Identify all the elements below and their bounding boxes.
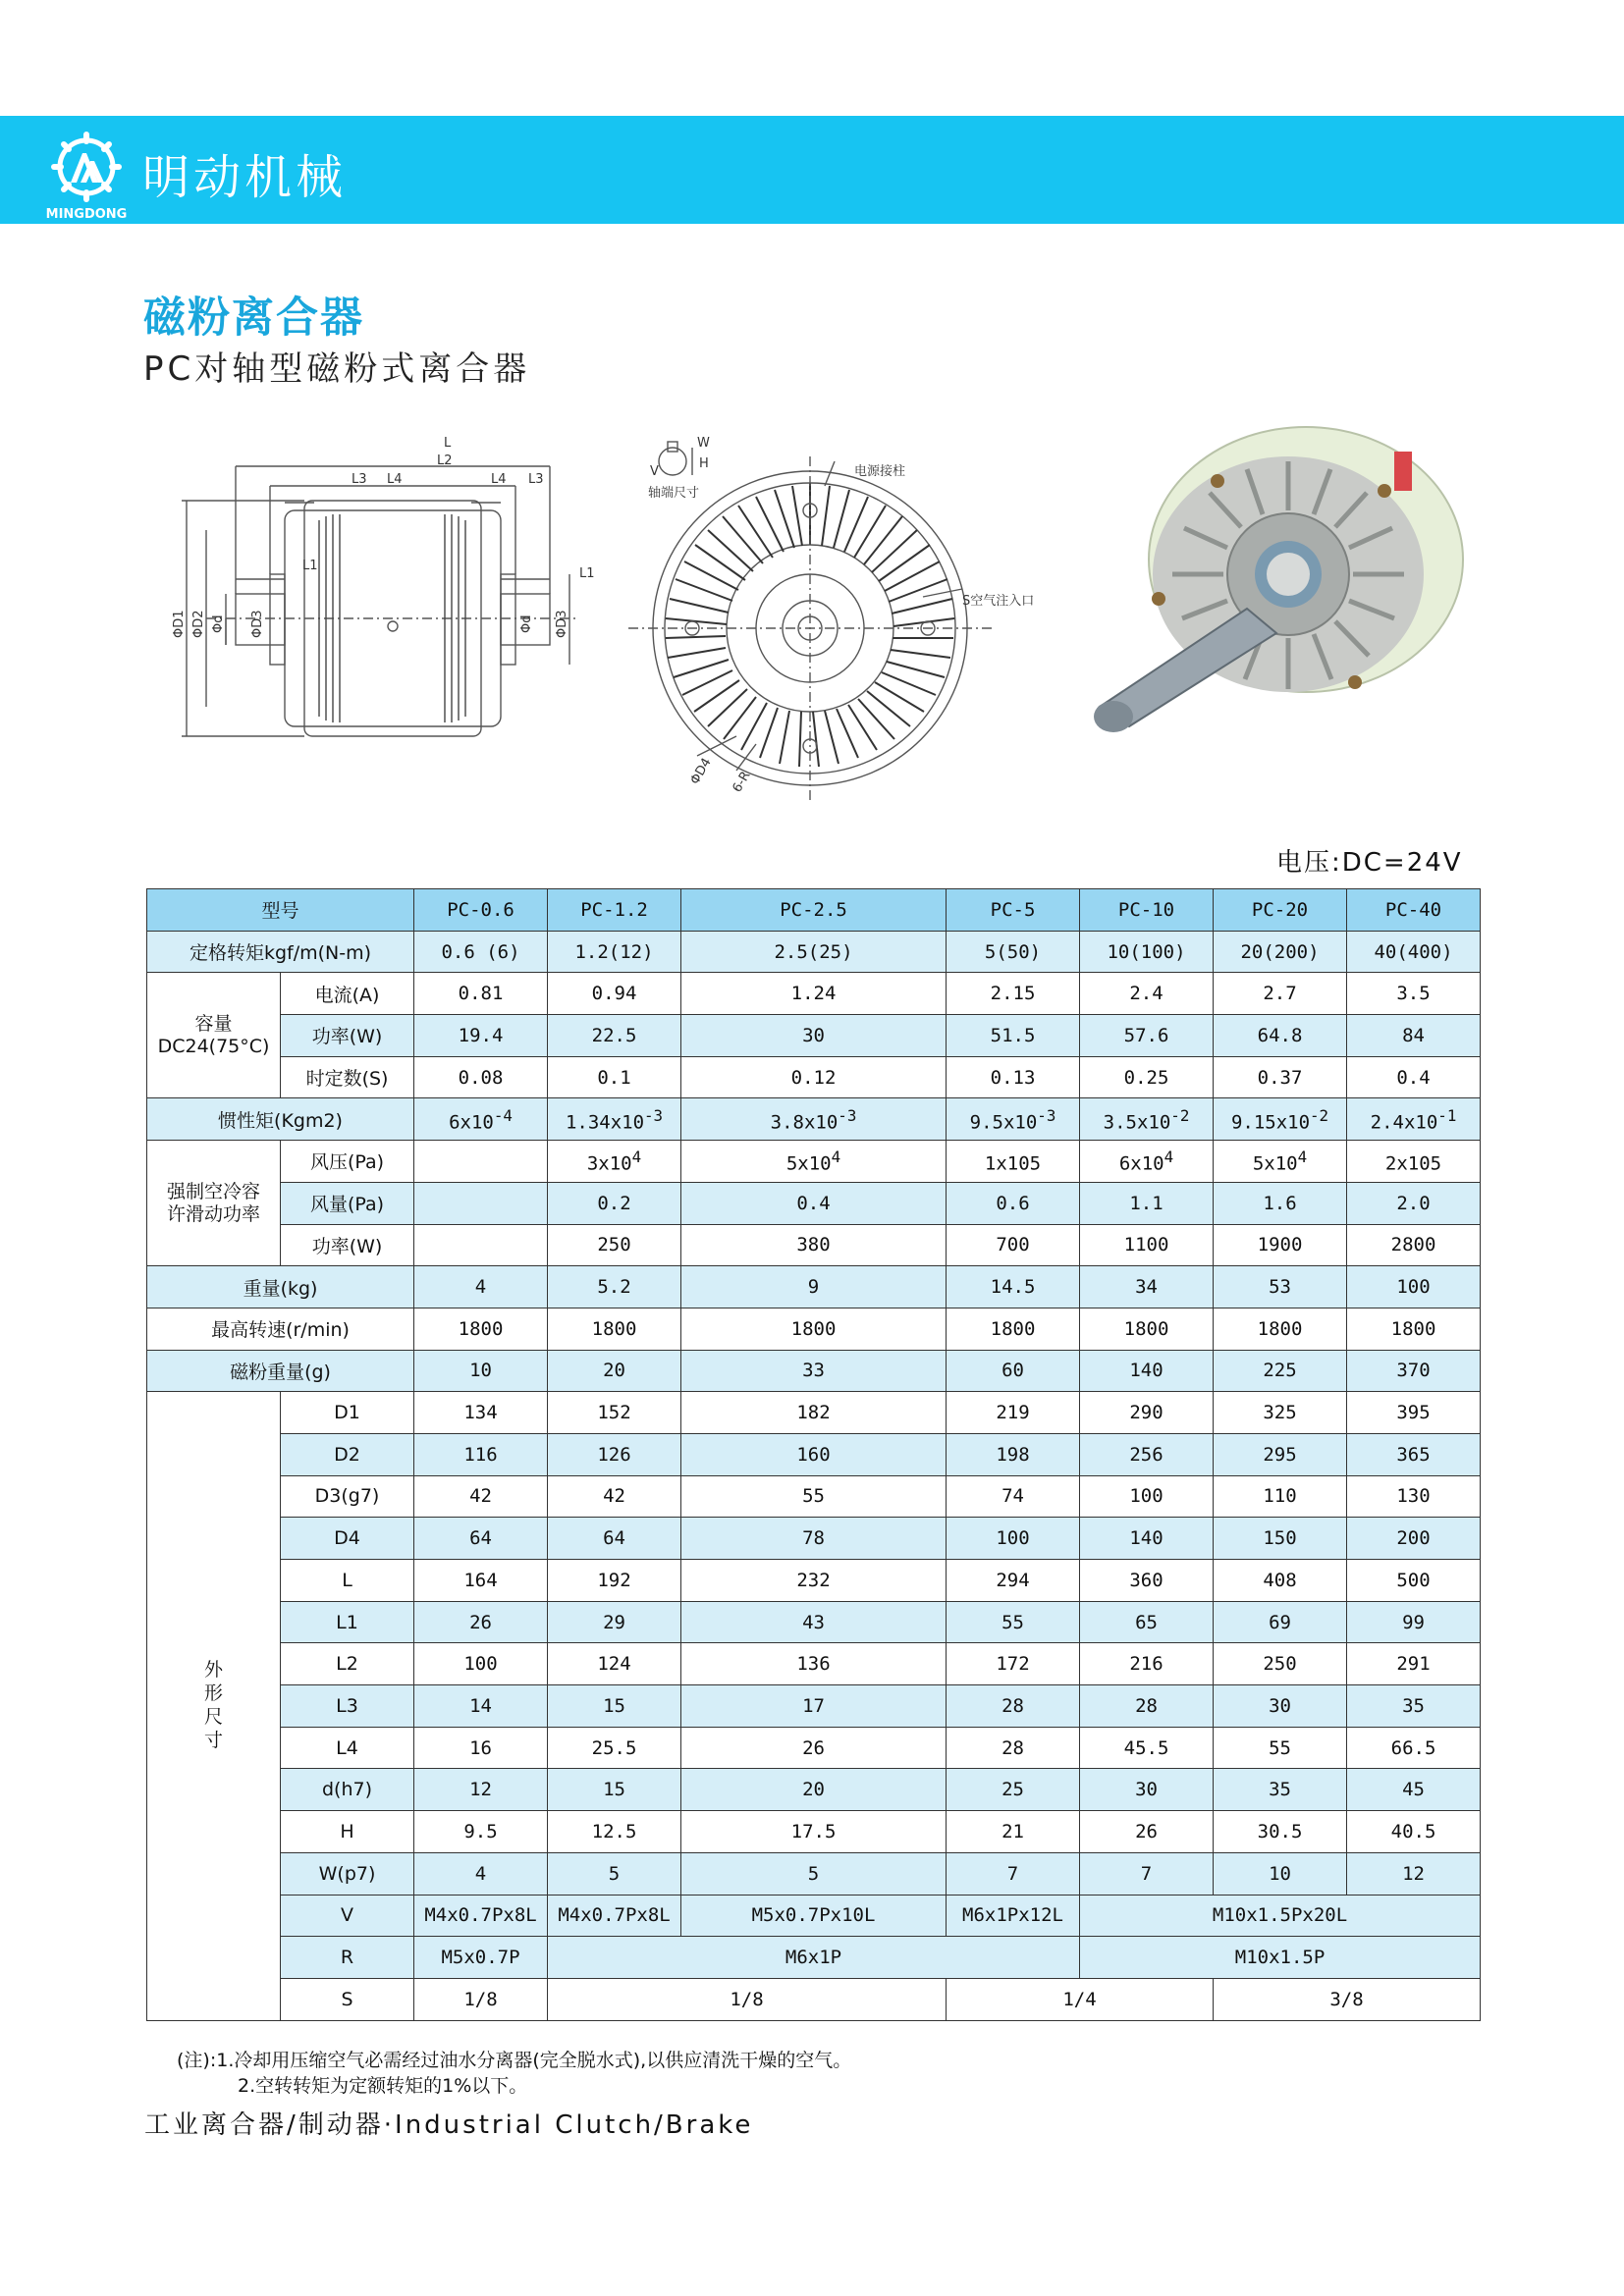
group-label: 强制空冷容 [166, 1180, 260, 1202]
table-cell: 15 [548, 1769, 681, 1811]
table-cell: 150 [1214, 1518, 1347, 1560]
table-cell: 136 [681, 1643, 947, 1685]
table-cell: 28 [1080, 1685, 1214, 1728]
table-cell: 64 [414, 1518, 548, 1560]
table-cell: 65 [1080, 1601, 1214, 1643]
table-row [147, 1224, 1481, 1266]
mingdong-logo [37, 132, 135, 222]
note-1: (注):1.冷却用压缩空气必需经过油水分离器(完全脱水式),以供应清洗干燥的空气。 [177, 2050, 852, 2071]
dim-D3-right: ΦD3 [555, 610, 569, 638]
table-cell: 10(100) [1080, 931, 1214, 973]
table-cell [414, 1141, 548, 1183]
table-cell: 1800 [681, 1308, 947, 1350]
table-cell: M10x1.5P [1080, 1937, 1481, 1979]
dim-D2: ΦD2 [191, 610, 206, 638]
table-cell: 1/8 [548, 1978, 947, 2020]
table-cell: 45.5 [1080, 1727, 1214, 1769]
table-cell: 19.4 [414, 1015, 548, 1057]
row-label: 功率(W) [281, 1224, 414, 1266]
table-cell: M5x0.7P [414, 1937, 548, 1979]
air-inlet-label: S空气注入口 [962, 594, 1035, 609]
model-cell: PC-2.5 [681, 889, 947, 932]
table-cell: M4x0.7Px8L [414, 1895, 548, 1937]
table-cell: 14.5 [947, 1266, 1080, 1308]
table-cell: 78 [681, 1518, 947, 1560]
table-row [147, 1811, 1481, 1853]
table-cell: $5x10^4$ [681, 1141, 947, 1183]
table-cell: 192 [548, 1560, 681, 1602]
table-row [147, 1727, 1481, 1769]
table-row [147, 1141, 1481, 1183]
row-label: D1 [281, 1392, 414, 1434]
table-cell: 500 [1347, 1560, 1481, 1602]
row-label: 风压(Pa) [281, 1141, 414, 1183]
table-cell: $6x10^{-4}$ [414, 1098, 548, 1141]
table-cell: 25.5 [548, 1727, 681, 1769]
table-cell: 140 [1080, 1350, 1214, 1392]
table-cell: 9.5 [414, 1811, 548, 1853]
group-label: 外形尺寸 [203, 1659, 223, 1751]
table-cell: 1100 [1080, 1224, 1214, 1266]
row-label: 磁粉重量(g) [147, 1350, 414, 1392]
dims-group [147, 1392, 281, 2020]
model-cell: PC-1.2 [548, 889, 681, 932]
table-cell: 294 [947, 1560, 1080, 1602]
row-label: W(p7) [281, 1852, 414, 1895]
table-cell: $6x10^4$ [1080, 1141, 1214, 1183]
table-cell: 1/4 [947, 1978, 1214, 2020]
table-cell: 130 [1347, 1475, 1481, 1518]
dim-L2: L2 [437, 454, 453, 468]
table-cell: 360 [1080, 1560, 1214, 1602]
dim-D1: ΦD1 [172, 610, 187, 638]
table-cell: 365 [1347, 1433, 1481, 1475]
table-cell: 64.8 [1214, 1015, 1347, 1057]
table-cell: 152 [548, 1392, 681, 1434]
table-cell: 17.5 [681, 1811, 947, 1853]
table-cell: 0.08 [414, 1056, 548, 1098]
table-cell: 3.5 [1347, 973, 1481, 1015]
table-cell: 1.2(12) [548, 931, 681, 973]
page-subtitle: PC对轴型磁粉式离合器 [143, 349, 531, 389]
dimensions-body [147, 1392, 1481, 2020]
table-cell: 1/8 [414, 1978, 548, 2020]
table-cell: 116 [414, 1433, 548, 1475]
table-cell: M6x1Px12L [947, 1895, 1080, 1937]
model-cell: PC-40 [1347, 889, 1481, 932]
table-cell: $2.4x10^{-1}$ [1347, 1098, 1481, 1141]
table-cell: 35 [1214, 1769, 1347, 1811]
table-cell: 12 [1347, 1852, 1481, 1895]
table-cell: 30 [681, 1015, 947, 1057]
table-cell: 28 [947, 1727, 1080, 1769]
table-cell: 198 [947, 1433, 1080, 1475]
table-row [147, 1266, 1481, 1308]
table-row [147, 1056, 1481, 1098]
table-cell: 4 [414, 1852, 548, 1895]
table-cell: 370 [1347, 1350, 1481, 1392]
table-cell: 1x105 [947, 1141, 1080, 1183]
table-cell: 26 [1080, 1811, 1214, 1853]
table-cell [414, 1224, 548, 1266]
voltage-label: 电压:DC=24V [1276, 848, 1463, 878]
table-cell: 20 [681, 1769, 947, 1811]
table-cell: 55 [1214, 1727, 1347, 1769]
dim-L1-left: L1 [302, 559, 318, 573]
table-cell: 3/8 [1214, 1978, 1481, 2020]
table-cell: 20 [548, 1350, 681, 1392]
row-label: D3(g7) [281, 1475, 414, 1518]
model-cell: PC-20 [1214, 889, 1347, 932]
table-cell: 2.5(25) [681, 931, 947, 973]
table-cell: 291 [1347, 1643, 1481, 1685]
row-label: 时定数(S) [281, 1056, 414, 1098]
table-cell: 182 [681, 1392, 947, 1434]
row-label: R [281, 1937, 414, 1979]
table-cell: 5.2 [548, 1266, 681, 1308]
table-cell: 60 [947, 1350, 1080, 1392]
table-cell: 100 [947, 1518, 1080, 1560]
dim-H: H [699, 456, 709, 471]
table-cell: 110 [1214, 1475, 1347, 1518]
table-cell: 1.1 [1080, 1182, 1214, 1224]
table-cell: 140 [1080, 1518, 1214, 1560]
row-label: S [281, 1978, 414, 2020]
footer-text: 工业离合器/制动器·Industrial Clutch/Brake [144, 2110, 754, 2140]
table-row [147, 1601, 1481, 1643]
spec-table [146, 888, 1481, 2021]
table-cell: 29 [548, 1601, 681, 1643]
header-banner [0, 116, 1624, 224]
row-label: L2 [281, 1643, 414, 1685]
table-cell: 30 [1080, 1769, 1214, 1811]
group-label: DC24(75°C) [157, 1035, 270, 1057]
row-label: L [281, 1560, 414, 1602]
technical-drawing [172, 432, 1051, 805]
table-cell: 43 [681, 1601, 947, 1643]
logo-text: MINGDONG [45, 207, 128, 222]
table-cell: 134 [414, 1392, 548, 1434]
table-cell: M4x0.7Px8L [548, 1895, 681, 1937]
table-row [147, 1643, 1481, 1685]
table-cell: 17 [681, 1685, 947, 1728]
table-cell: 74 [947, 1475, 1080, 1518]
table-cell: $5x10^4$ [1214, 1141, 1347, 1183]
table-cell: 0.6 [947, 1182, 1080, 1224]
table-row [147, 1098, 1481, 1141]
table-cell: 2800 [1347, 1224, 1481, 1266]
table-cell: 290 [1080, 1392, 1214, 1434]
table-cell: 2.4 [1080, 973, 1214, 1015]
table-cell: 124 [548, 1643, 681, 1685]
table-cell: 225 [1214, 1350, 1347, 1392]
cooling-group [147, 1141, 281, 1266]
table-cell: 26 [414, 1601, 548, 1643]
table-row [147, 1685, 1481, 1728]
table-cell: 30.5 [1214, 1811, 1347, 1853]
table-row [147, 1182, 1481, 1224]
table-cell: 66.5 [1347, 1727, 1481, 1769]
table-cell: 69 [1214, 1601, 1347, 1643]
table-cell: 295 [1214, 1433, 1347, 1475]
dim-V: V [650, 464, 659, 479]
table-cell: 1800 [1214, 1308, 1347, 1350]
table-cell: 164 [414, 1560, 548, 1602]
table-cell: 172 [947, 1643, 1080, 1685]
table-row [147, 1978, 1481, 2020]
table-cell: 15 [548, 1685, 681, 1728]
dim-L4-right: L4 [491, 472, 507, 487]
row-label: L1 [281, 1601, 414, 1643]
table-cell: 4 [414, 1266, 548, 1308]
table-cell: $9.15x10^{-2}$ [1214, 1098, 1347, 1141]
table-cell: 2.15 [947, 973, 1080, 1015]
table-cell: 2.0 [1347, 1182, 1481, 1224]
dim-L1-right: L1 [579, 566, 595, 581]
row-label: D4 [281, 1518, 414, 1560]
dim-D3-left: ΦD3 [250, 610, 265, 638]
table-cell: 42 [414, 1475, 548, 1518]
table-cell: 64 [548, 1518, 681, 1560]
table-row [147, 1852, 1481, 1895]
page-title: 磁粉离合器 [143, 294, 364, 343]
table-row [147, 1895, 1481, 1937]
table-cell: M10x1.5Px20L [1080, 1895, 1481, 1937]
table-cell: 100 [1347, 1266, 1481, 1308]
table-cell: 250 [1214, 1643, 1347, 1685]
dim-D4: ΦD4 [687, 755, 715, 787]
table-cell: 0.81 [414, 973, 548, 1015]
table-cell: $9.5x10^{-3}$ [947, 1098, 1080, 1141]
table-row [147, 973, 1481, 1015]
table-cell: 26 [681, 1727, 947, 1769]
table-cell: 42 [548, 1475, 681, 1518]
table-cell: 40.5 [1347, 1811, 1481, 1853]
table-row [147, 1560, 1481, 1602]
table-cell: 45 [1347, 1769, 1481, 1811]
table-cell: $1.34x10^{-3}$ [548, 1098, 681, 1141]
table-cell: 7 [1080, 1852, 1214, 1895]
table-cell: $3x10^4$ [548, 1141, 681, 1183]
table-cell: 12.5 [548, 1811, 681, 1853]
row-label: 电流(A) [281, 973, 414, 1015]
table-cell: 0.25 [1080, 1056, 1214, 1098]
table-row [147, 1769, 1481, 1811]
shaft-end-label: 轴端尺寸 [648, 486, 700, 501]
table-cell: 53 [1214, 1266, 1347, 1308]
model-cell: PC-10 [1080, 889, 1214, 932]
group-label: 容量 [194, 1013, 233, 1036]
table-cell: 0.4 [1347, 1056, 1481, 1098]
table-cell: 30 [1214, 1685, 1347, 1728]
table-cell: 380 [681, 1224, 947, 1266]
table-row [147, 931, 1481, 973]
table-cell: $3.5x10^{-2}$ [1080, 1098, 1214, 1141]
table-row [147, 1433, 1481, 1475]
table-cell: 216 [1080, 1643, 1214, 1685]
table-cell [414, 1182, 548, 1224]
table-cell: 700 [947, 1224, 1080, 1266]
table-cell: 55 [681, 1475, 947, 1518]
table-cell: 1900 [1214, 1224, 1347, 1266]
table-cell: 1.24 [681, 973, 947, 1015]
table-cell: 1800 [947, 1308, 1080, 1350]
table-cell: 250 [548, 1224, 681, 1266]
table-cell: 40(400) [1347, 931, 1481, 973]
table-cell: 256 [1080, 1433, 1214, 1475]
table-cell: 2x105 [1347, 1141, 1481, 1183]
model-cell: PC-0.6 [414, 889, 548, 932]
dim-R: 6-R [730, 769, 754, 795]
dim-W: W [697, 436, 710, 451]
row-label: 重量(kg) [147, 1266, 414, 1308]
table-cell: 0.6 (6) [414, 931, 548, 973]
table-cell: 5 [548, 1852, 681, 1895]
dim-d-right: Φd [519, 614, 534, 633]
table-cell: 160 [681, 1433, 947, 1475]
note-2: 2.空转转矩为定额转矩的1%以下。 [238, 2075, 528, 2097]
table-cell: 1800 [1080, 1308, 1214, 1350]
brand-name: 明动机械 [142, 150, 348, 205]
table-cell: 28 [947, 1685, 1080, 1728]
table-cell: 1.6 [1214, 1182, 1347, 1224]
row-label: 风量(Pa) [281, 1182, 414, 1224]
table-cell: 14 [414, 1685, 548, 1728]
row-label: 定格转矩kgf/m(N-m) [147, 931, 414, 973]
table-cell: 1800 [548, 1308, 681, 1350]
row-label: 惯性矩(Kgm2) [147, 1098, 414, 1141]
table-cell: 408 [1214, 1560, 1347, 1602]
table-cell: 99 [1347, 1601, 1481, 1643]
table-cell: 0.4 [681, 1182, 947, 1224]
row-label: L4 [281, 1727, 414, 1769]
row-label: d(h7) [281, 1769, 414, 1811]
table-row [147, 1518, 1481, 1560]
table-cell: 126 [548, 1433, 681, 1475]
table-row [147, 1937, 1481, 1979]
dim-d-left: Φd [211, 614, 226, 633]
dim-L4-left: L4 [387, 472, 403, 487]
table-row [147, 1392, 1481, 1434]
table-cell: 5(50) [947, 931, 1080, 973]
table-cell: 34 [1080, 1266, 1214, 1308]
table-cell: 51.5 [947, 1015, 1080, 1057]
dim-L3-left: L3 [352, 472, 367, 487]
table-cell: M6x1P [548, 1937, 1080, 1979]
table-cell: $3.8x10^{-3}$ [681, 1098, 947, 1141]
table-cell: 5 [681, 1852, 947, 1895]
table-cell: 219 [947, 1392, 1080, 1434]
table-cell: 1800 [1347, 1308, 1481, 1350]
table-cell: 20(200) [1214, 931, 1347, 973]
row-label: H [281, 1811, 414, 1853]
table-cell: 55 [947, 1601, 1080, 1643]
table-cell: 9 [681, 1266, 947, 1308]
table-cell: 0.13 [947, 1056, 1080, 1098]
table-cell: 16 [414, 1727, 548, 1769]
table-row [147, 1350, 1481, 1392]
row-label: D2 [281, 1433, 414, 1475]
table-cell: 395 [1347, 1392, 1481, 1434]
table-row [147, 1475, 1481, 1518]
table-cell: M5x0.7Px10L [681, 1895, 947, 1937]
product-photo [1060, 412, 1473, 736]
dim-L3-right: L3 [528, 472, 544, 487]
table-cell: 21 [947, 1811, 1080, 1853]
table-row [147, 889, 1481, 932]
table-cell: 57.6 [1080, 1015, 1214, 1057]
table-cell: 0.12 [681, 1056, 947, 1098]
capacity-group [147, 973, 281, 1098]
table-cell: 84 [1347, 1015, 1481, 1057]
row-label: 最高转速(r/min) [147, 1308, 414, 1350]
power-terminal-label: 电源接柱 [854, 464, 906, 479]
row-label: V [281, 1895, 414, 1937]
table-cell: 1800 [414, 1308, 548, 1350]
model-header: 型号 [147, 889, 414, 932]
notes [177, 2048, 851, 2099]
table-cell: 0.2 [548, 1182, 681, 1224]
table-cell: 10 [1214, 1852, 1347, 1895]
table-cell: 2.7 [1214, 973, 1347, 1015]
table-cell: 0.1 [548, 1056, 681, 1098]
table-cell: 200 [1347, 1518, 1481, 1560]
table-cell: 12 [414, 1769, 548, 1811]
row-label: L3 [281, 1685, 414, 1728]
table-cell: 35 [1347, 1685, 1481, 1728]
table-row [147, 1015, 1481, 1057]
table-cell: 25 [947, 1769, 1080, 1811]
table-cell: 22.5 [548, 1015, 681, 1057]
table-cell: 33 [681, 1350, 947, 1392]
dim-L: L [444, 436, 452, 451]
table-cell: 0.37 [1214, 1056, 1347, 1098]
row-label: 功率(W) [281, 1015, 414, 1057]
table-cell: 325 [1214, 1392, 1347, 1434]
table-cell: 0.94 [548, 973, 681, 1015]
table-cell: 100 [414, 1643, 548, 1685]
group-label: 许滑动功率 [166, 1202, 260, 1225]
table-cell: 232 [681, 1560, 947, 1602]
table-cell: 100 [1080, 1475, 1214, 1518]
table-cell: 10 [414, 1350, 548, 1392]
model-cell: PC-5 [947, 889, 1080, 932]
table-cell: 7 [947, 1852, 1080, 1895]
table-row [147, 1308, 1481, 1350]
